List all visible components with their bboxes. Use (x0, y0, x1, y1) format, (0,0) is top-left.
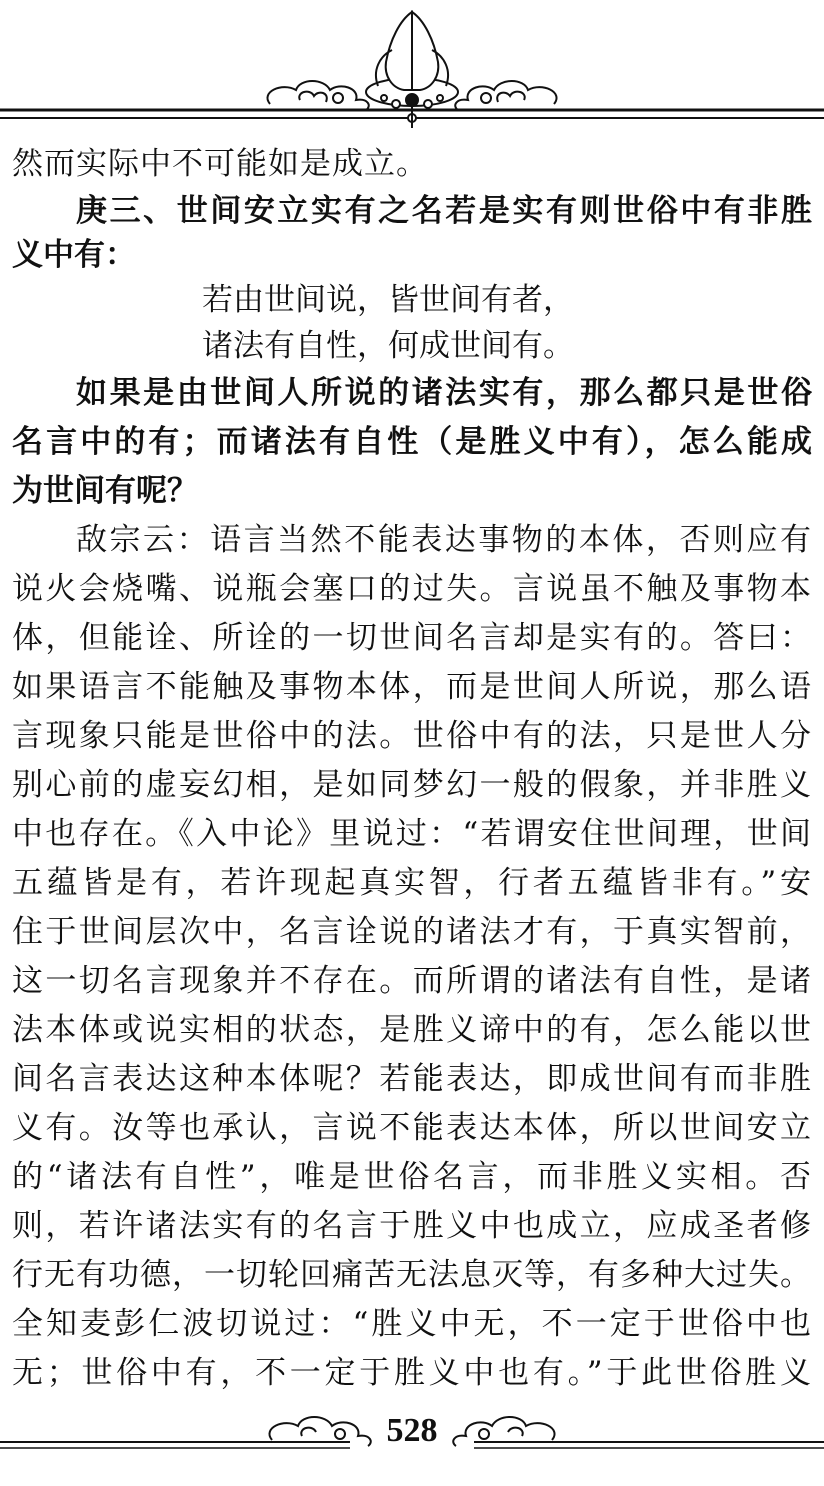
section-heading-line: 义中有： (12, 237, 136, 273)
body-line: 说火会烧嘴、说瓶会塞口的过失。言说虽不触及事物本 (12, 571, 812, 607)
translation-line: 为世间有呢？ (12, 473, 198, 509)
body-line: 别心前的虚妄幻相，是如同梦幻一般的假象，并非胜义 (12, 767, 812, 803)
footer-ornament (0, 1400, 824, 1480)
header-ornament (0, 0, 824, 135)
section-heading-line: 庚三、世间安立实有之名若是实有则世俗中有非胜 (76, 193, 812, 229)
body-line: 的“诸法有自性”，唯是世俗名言，而非胜义实相。否 (12, 1159, 812, 1195)
verse-line: 诸法有自性，何成世间有。 (202, 328, 574, 364)
page-content (12, 140, 812, 1398)
body-line: 言现象只能是世俗中的法。世俗中有的法，只是世人分 (12, 718, 812, 754)
cloud-left-icon (267, 81, 368, 110)
verse-line: 若由世间说，皆世间有者， (202, 282, 574, 318)
body-line: 义有。汝等也承认，言说不能表达本体，所以世间安立 (12, 1110, 812, 1146)
text-line: 然而实际中不可能如是成立。 (12, 146, 428, 182)
body-line: 体，但能诠、所诠的一切世间名言却是实有的。答曰： (12, 620, 812, 656)
translation-line: 名言中的有；而诸法有自性（是胜义中有），怎么能成 (12, 424, 812, 460)
cloud-right-icon (455, 81, 556, 110)
praying-hands-ornament (0, 0, 824, 135)
body-line: 这一切名言现象并不存在。而所谓的诸法有自性，是诸 (12, 963, 812, 999)
body-line: 间名言表达这种本体呢？若能表达，即成世间有而非胜 (12, 1061, 812, 1097)
page-number: 528 (386, 1412, 438, 1449)
translation-line: 如果是由世间人所说的诸法实有，那么都只是世俗 (76, 375, 812, 411)
body-line: 住于世间层次中，名言诠说的诸法才有，于真实智前， (12, 914, 812, 950)
body-line: 行无有功德，一切轮回痛苦无法息灭等，有多种大过失。 (12, 1257, 812, 1293)
body-line: 无；世俗中有，不一定于胜义中也有。”于此世俗胜义 (12, 1355, 812, 1391)
body-line: 法本体或说实相的状态，是胜义谛中的有，怎么能以世 (12, 1012, 812, 1048)
body-line: 全知麦彭仁波切说过：“胜义中无，不一定于世俗中也 (12, 1306, 812, 1342)
body-line: 五蕴皆是有，若许现起真实智，行者五蕴皆非有。”安 (12, 865, 812, 901)
body-line: 则，若许诸法实有的名言于胜义中也成立，应成圣者修 (12, 1208, 812, 1244)
body-line: 中也存在。《入中论》里说过：“若谓安住世间理，世间 (12, 816, 812, 852)
body-line: 如果语言不能触及事物本体，而是世间人所说，那么语 (12, 669, 812, 705)
body-line: 敌宗云：语言当然不能表达事物的本体，否则应有 (76, 522, 812, 558)
